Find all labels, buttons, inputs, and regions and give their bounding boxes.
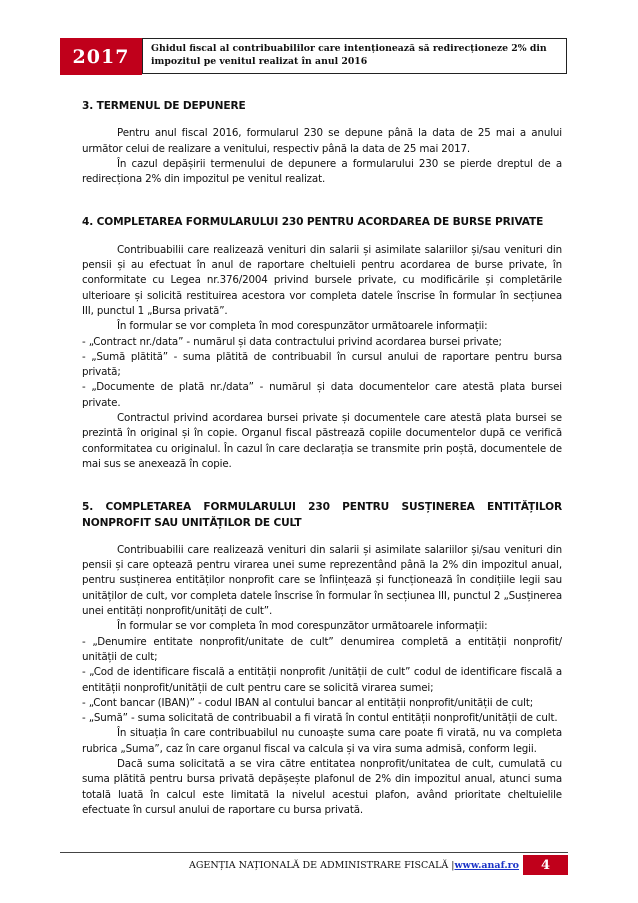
- header-year-badge: 2017: [60, 38, 142, 75]
- section4-list-item: - „Documente de plată nr./data” - numărul și data documentelor care atestă plata bursei private.: [82, 381, 562, 409]
- page-footer: [60, 855, 568, 875]
- section3-paragraph: În cazul depășirii termenului de depunere a formularului 230 se pierde dreptul de a redirecționa 2% din impozitul pe venitul realizat.: [82, 157, 562, 186]
- section5-heading: 5. COMPLETAREA FORMULARULUI 230 PENTRU SUSȚINEREA ENTITĂȚILOR NONPROFIT SAU UNITĂȚILOR DE CULT: [82, 501, 562, 529]
- section5-list-item: - „Denumire entitate nonprofit/unitate de cult” denumirea completă a entității nonprofit/ unității de cult;: [82, 635, 562, 663]
- section3-paragraph: Pentru anul fiscal 2016, formularul 230 se depune până la data de 25 mai a anului următor celui de realizare a venitului, respectiv până la data de 25 mai 2017.: [82, 127, 562, 155]
- section4-heading: 4. COMPLETAREA FORMULARULUI 230 PENTRU ACORDAREA DE BURSE PRIVATE: [82, 216, 544, 229]
- section5-paragraph: În situația în care contribuabilul nu cunoaște suma care poate fi virată, nu va completa rubrica „Suma”, caz în care organul fiscal va calcula și va vira suma admisă, conform legii.: [82, 727, 562, 755]
- footer-divider: [60, 852, 568, 853]
- section4-list-item: - „Contract nr./data” - numărul și data contractului privind acordarea bursei private;: [82, 335, 502, 348]
- section4-paragraph: Contractul privind acordarea bursei private și documentele care atestă plata bursei se prezintă în original și în copie. Organul fiscal păstrează copiile documentelor după ce verifică conformitatea cu originalul. În cazul în care declarația se transmite prin poștă, documentele de mai sus se anexează în copie.: [82, 412, 562, 470]
- section5-paragraph: În formular se vor completa în mod corespunzător următoarele informații:: [117, 620, 488, 633]
- footer-agency: AGENȚIA NAȚIONALĂ DE ADMINISTRARE FISCALĂ |: [188, 859, 455, 871]
- section5-list-item: - „Cod de identificare fiscală a entității nonprofit /unității de cult” codul de identificare fiscală a entității nonprofit/unității de cult pentru care se solicită virarea sumei;: [82, 666, 562, 694]
- section4-paragraph: Contribuabilii care realizează venituri din salarii și asimilate salariilor și/sau venituri din pensii și au efectuat în anul de raportare cheltuieli pentru acordarea de burse private, în conformitate cu Legea nr.376/2004 privind bursele private, cu modificările și completările ulterioare și solicită restituirea acestora vor completa datele înscrise în formular în secțiunea III, punctul 1 „Bursa privată”.: [82, 243, 562, 317]
- section5-paragraph: Dacă suma solicitată a se vira către entitatea nonprofit/unitatea de cult, cumulată cu suma plătită pentru bursa privată depășește plafonul de 2% din impozitul anual, atunci suma totală luată în calcul este limitată la nivelul acestui plafon, având prioritate cheltuielile efectuate în cursul anului de raportare cu bursa privată.: [82, 757, 562, 816]
- section5-paragraph: Contribuabilii care realizează venituri din salarii și asimilate salariilor și/sau venituri din pensii și care optează pentru virarea unei sume reprezentând până la 2% din impozitul anual, pentru susținerea entităților nonprofit care se înființează și funcționează în condițiile legii sau unităților de cult, vor completa datele înscrise în formular în secțiunea III, punctul 2 „Susținerea unei entități nonprofit/unități de cult”.: [82, 543, 562, 618]
- section3-heading: 3. TERMENUL DE DEPUNERE: [82, 100, 246, 112]
- section4-list-item: - „Sumă plătită” - suma plătită de contribuabil în cursul anului de raportare pentru bursa privată;: [82, 350, 562, 379]
- header-title-line1: Ghidul fiscal al contribuabililor care intenționează să redirecționeze 2% din: [151, 43, 547, 54]
- section4-paragraph: În formular se vor completa în mod corespunzător următoarele informații:: [117, 320, 488, 333]
- header-title: [142, 38, 567, 74]
- page-number: 4: [523, 855, 568, 875]
- page-content: [82, 99, 562, 818]
- footer-website-link[interactable]: www.anaf.ro: [454, 859, 519, 871]
- section5-list-item: - „Sumă” - suma solicitată de contribuabil a fi virată în contul entității nonprofit/unității de cult.: [82, 712, 558, 725]
- section5-list-item: - „Cont bancar (IBAN)” - codul IBAN al contului bancar al entității nonprofit/unității de cult;: [82, 696, 534, 709]
- header-title-line2: impozitul pe venitul realizat în anul 2016: [151, 56, 368, 67]
